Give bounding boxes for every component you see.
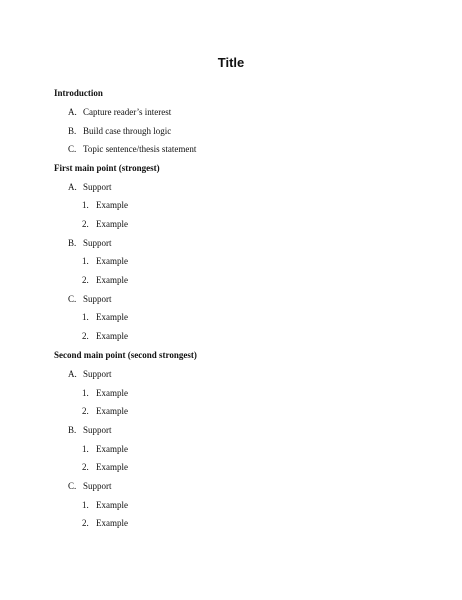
subitem-text: Example — [96, 406, 128, 416]
item-text: Support — [83, 182, 112, 192]
outline-item — [68, 106, 171, 118]
outline-subitem — [82, 405, 128, 417]
subitem-text: Example — [96, 219, 128, 229]
item-text: Support — [83, 425, 112, 435]
outline-subitem — [82, 255, 128, 267]
item-text: Support — [83, 369, 112, 379]
outline-subitem — [82, 499, 128, 511]
subitem-text: Example — [96, 444, 128, 454]
item-marker: B. — [68, 126, 77, 136]
item-text: Support — [83, 238, 112, 248]
subitem-text: Example — [96, 312, 128, 322]
item-text: Topic sentence/thesis statement — [83, 144, 197, 154]
item-marker: A. — [68, 182, 77, 192]
section-heading-second-main-point: Second main point (second strongest) — [54, 350, 197, 360]
outline-subitem — [82, 330, 128, 342]
outline-subitem — [82, 218, 128, 230]
item-marker: B. — [68, 238, 77, 248]
outline-subitem — [82, 387, 128, 399]
subitem-marker: 2. — [82, 331, 89, 341]
item-text: Support — [83, 294, 112, 304]
document-title: Title — [217, 55, 245, 70]
subitem-text: Example — [96, 275, 128, 285]
section-heading-first-main-point: First main point (strongest) — [54, 163, 160, 173]
subitem-text: Example — [96, 518, 128, 528]
outline-subitem — [82, 461, 128, 473]
subitem-marker: 2. — [82, 462, 89, 472]
outline-subitem — [82, 199, 128, 211]
subitem-marker: 1. — [82, 256, 89, 266]
section-heading-introduction: Introduction — [54, 88, 103, 98]
subitem-marker: 1. — [82, 200, 89, 210]
outline-item — [68, 181, 112, 193]
item-marker: A. — [68, 369, 77, 379]
item-marker: A. — [68, 107, 77, 117]
outline-subitem — [82, 311, 128, 323]
item-marker: C. — [68, 144, 77, 154]
item-text: Capture reader’s interest — [83, 107, 172, 117]
subitem-marker: 2. — [82, 518, 89, 528]
subitem-text: Example — [96, 331, 128, 341]
outline-item — [68, 480, 112, 492]
outline-subitem — [82, 443, 128, 455]
outline-subitem — [82, 517, 128, 529]
item-text: Support — [83, 481, 112, 491]
subitem-marker: 2. — [82, 219, 89, 229]
subitem-marker: 1. — [82, 388, 89, 398]
outline-subitem — [82, 274, 128, 286]
subitem-marker: 2. — [82, 275, 89, 285]
item-marker: B. — [68, 425, 77, 435]
subitem-text: Example — [96, 462, 128, 472]
item-marker: C. — [68, 481, 77, 491]
subitem-text: Example — [96, 388, 128, 398]
subitem-marker: 1. — [82, 312, 89, 322]
subitem-text: Example — [96, 256, 128, 266]
outline-item — [68, 237, 112, 249]
item-marker: C. — [68, 294, 77, 304]
outline-item — [68, 125, 171, 137]
subitem-marker: 1. — [82, 500, 89, 510]
subitem-text: Example — [96, 500, 128, 510]
outline-item — [68, 143, 196, 155]
item-text: Build case through logic — [83, 126, 172, 136]
subitem-text: Example — [96, 200, 128, 210]
outline-item — [68, 293, 112, 305]
outline-item — [68, 424, 112, 436]
outline-item — [68, 368, 112, 380]
subitem-marker: 2. — [82, 406, 89, 416]
subitem-marker: 1. — [82, 444, 89, 454]
